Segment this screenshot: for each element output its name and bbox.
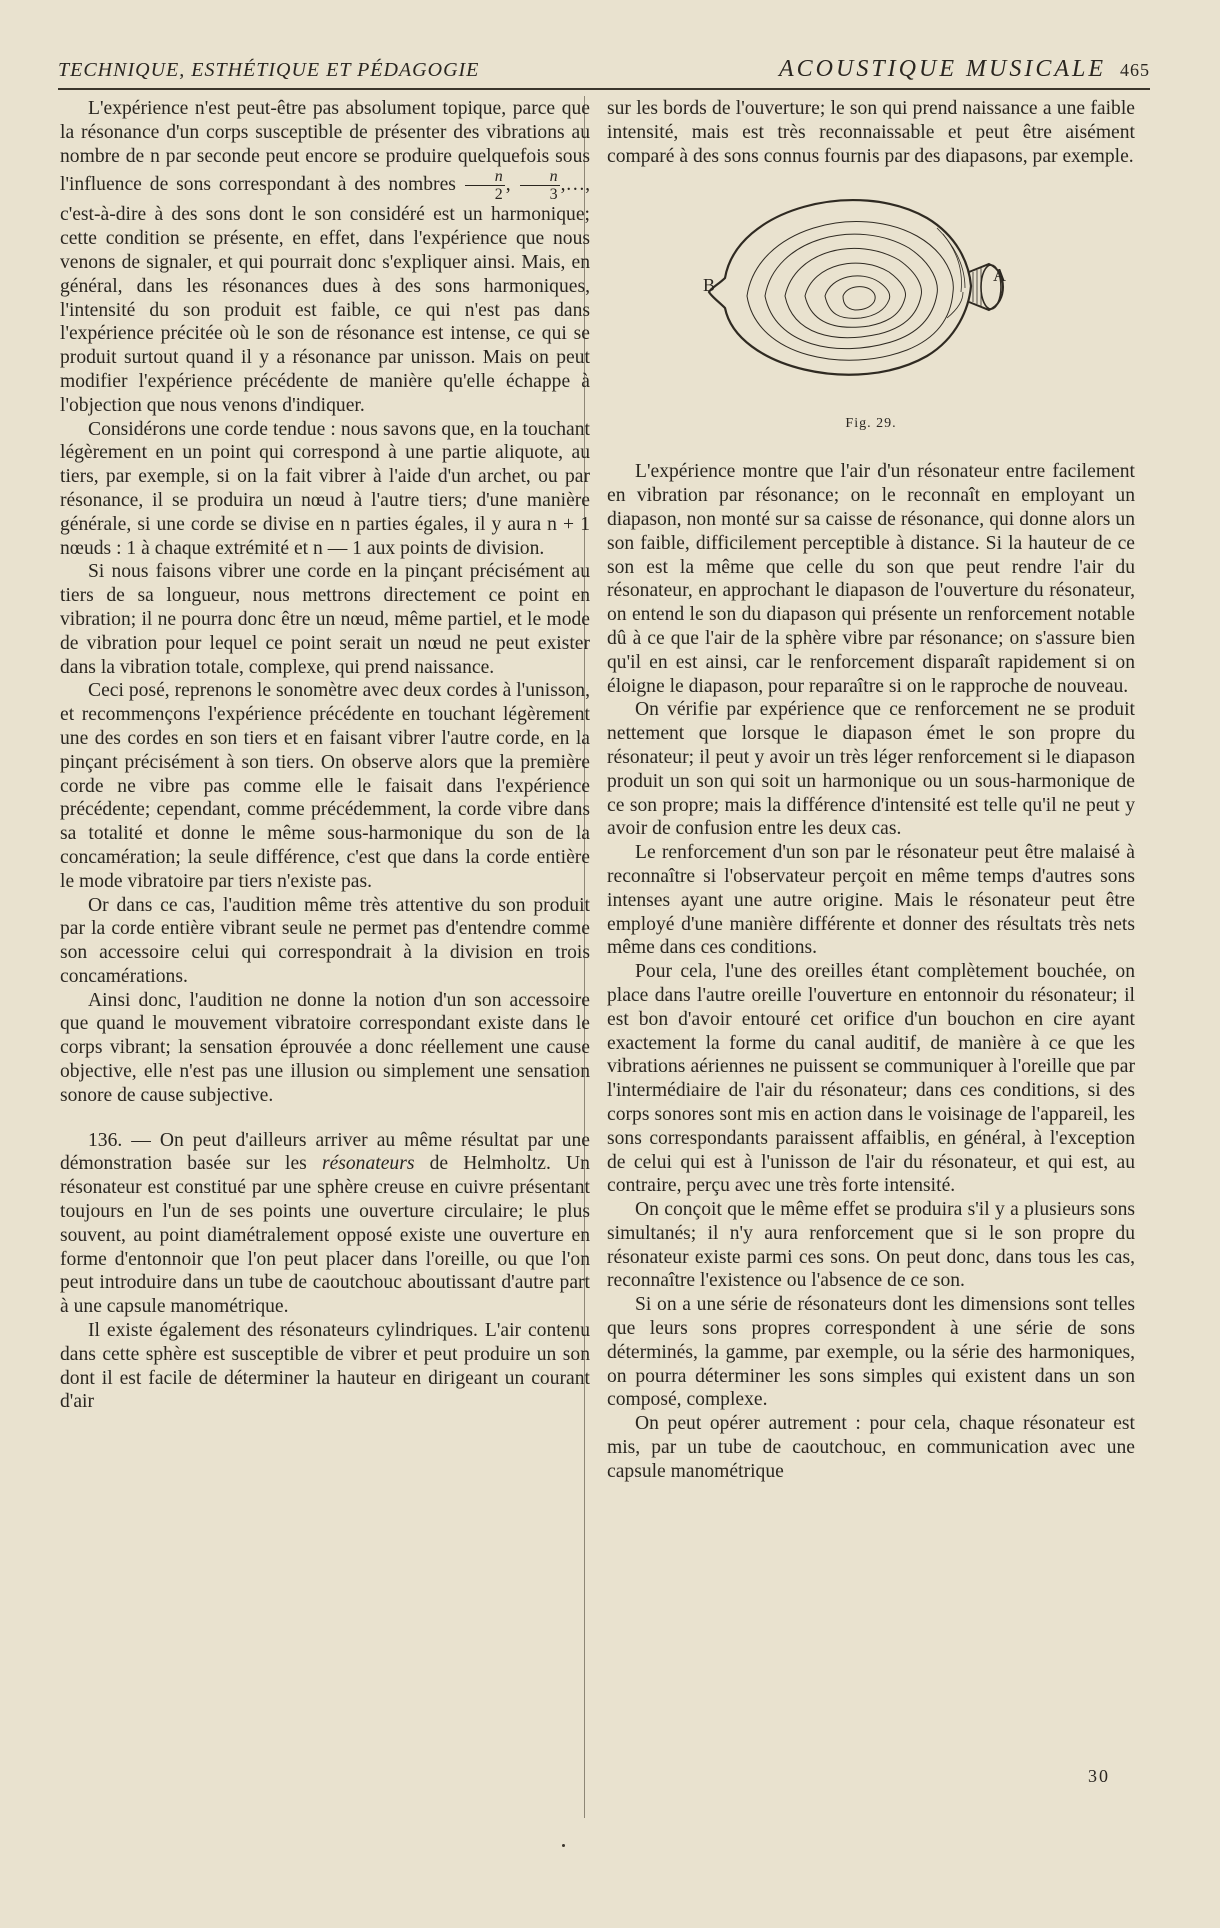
paragraph-text: L'expérience n'est peut-être pas absolument topique, parce que la résonance d'un corps susceptible de présenter des vibrations au nombre de n par seconde peut encore se produire quelquefois sous l'influence de sons correspondant à des nombres [60, 98, 590, 196]
paragraph-text: 136. — On peut d'ailleurs arriver au même résultat par une démonstration basée sur les [60, 1129, 590, 1175]
italic-term: résonateurs [321, 1153, 415, 1175]
figure-caption: Fig. 29. [845, 416, 897, 432]
fraction-denominator: 3 [520, 185, 560, 203]
figure-label-a: A [993, 265, 1006, 286]
paragraph: Pour cela, l'une des oreilles étant complètement bouchée, on place dans l'autre oreille l'ouverture en entonnoir du résonateur; il est bon d'avoir entouré cet orifice d'un bouchon en cire ayant exactement la forme du canal auditif, de manière à ce que les vibrations aériennes ne puissent se communiquer à l'oreille que par l'intermédiaire de l'air du résonateur; dans ces conditions, si des corps sonores sont mis en action dans le voisinage de l'appareil, les sons correspondants paraissent affaiblis, en général, à l'exception de celui qui est à l'unisson de l'air du résonateur, et qui est, au contraire, perçu avec une très forte intensité. [607, 961, 1135, 1197]
paragraph: Ainsi donc, l'audition ne donne la notion d'un son accessoire que quand le mouvement vibratoire correspondant existe dans le corps vibrant; la sensation éprouvée a donc réellement une cause objective, elle n'est pas une illusion ou simplement une sensation sonore de cause subjective. [60, 989, 590, 1106]
paragraph: L'expérience montre que l'air d'un résonateur entre facilement en vibration par résonance; on le reconnaît en employant un diapason, non monté sur sa caisse de résonance, qui donne alors un son faible, difficilement perceptible à distance. Si la hauteur de ce son est la même que celle du son que peut rendre l'air du résonateur, en approchant le diapason de l'ouverture du résonateur, on entend le son du diapason qui présente un renforcement notable dû à ce que l'air de la sphère vibre par résonance; on s'assure bien qu'il en est ainsi, car le renforcement disparaît rapidement si on éloigne le diapason, pour reparaître si on le rapproche de nouveau. [607, 461, 1135, 697]
right-column [607, 97, 1135, 1484]
paragraph: sur les bords de l'ouverture; le son qui prend naissance a une faible intensité, mais est très reconnaissable et peut être aisément comparé à des sons connus fournis par des diapasons, par exemple. [607, 98, 1135, 167]
paragraph-text: ,…, c'est-à-dire à des sons dont le son considéré est un harmonique; cette condition se présente, en effet, dans l'expérience que nous venons de signaler, et qui pourrait donc s'expliquer ainsi. Mais, en général, dans les résonances dues à des sons harmoniques, l'intensité du son produit est faible, ce qui n'est pas dans l'expérience précitée où le son de résonance est intense, ce qui se produit surtout quand il y a résonance par unisson. Mais on peut modifier l'expérience précédente de manière qu'elle échappe à l'objection que nous venons d'indiquer. [60, 174, 590, 416]
fraction-denominator: 2 [465, 185, 505, 203]
left-column [60, 97, 590, 1414]
paragraph: On conçoit que le même effet se produira s'il y a plusieurs sons simultanés; il n'y aura renforcement que si le son propre du résonateur existe parmi ces sons. On peut donc, dans tous les cas, reconnaître l'existence ou l'absence de ce son. [607, 1199, 1135, 1292]
fraction [465, 168, 505, 203]
page-number: 465 [1120, 60, 1150, 80]
paragraph: On vérifie par expérience que ce renforcement ne se produit nettement que lorsque le diapason émet le son propre du résonateur; il peut y avoir un très léger renforcement si le diapason produit un son qui soit un harmonique ou un sous-harmonique de ce son propre; mais la différence d'intensité est telle qu'il ne peut y avoir de confusion entre les deux cas. [607, 699, 1135, 840]
header-right [779, 56, 1150, 83]
paragraph: On peut opérer autrement : pour cela, chaque résonateur est mis, par un tube de caoutchouc, en communication avec une capsule manométrique [607, 1413, 1135, 1482]
fraction [520, 168, 560, 203]
paragraph: Considérons une corde tendue : nous savons que, en la touchant légèrement en un point qui correspond à une partie aliquote, au tiers, par exemple, si on la fait vibrer à l'aide d'un archet, ou par résonance, il se produira un nœud à l'autre tiers; d'une manière générale, si une corde se divise en n parties égales, il y aura n + 1 nœuds : 1 à chaque extrémité et n — 1 aux points de division. [60, 418, 590, 559]
header-left-title: TECHNIQUE, ESTHÉTIQUE ET PÉDAGOGIE [58, 59, 480, 81]
fraction-numerator: n [549, 168, 558, 186]
paragraph: Or dans ce cas, l'audition même très attentive du son produit par la corde entière vibrant seule ne permet pas d'entendre comme son accessoire celui qui correspondrait à la division en trois concamérations. [60, 894, 590, 987]
header-rule [58, 88, 1150, 90]
paragraph: Le renforcement d'un son par le résonateur peut être malaisé à reconnaître si l'observateur perçoit en même temps d'autres sons intenses ayant une autre origine. Mais le résonateur peut être employé d'une manière différente et donner des résultats très nets même dans ces conditions. [607, 842, 1135, 959]
header-right-title: ACOUSTIQUE MUSICALE [779, 56, 1106, 82]
ink-speck [562, 1844, 565, 1847]
paragraph: Si nous faisons vibrer une corde en la pinçant précisément au tiers de sa longueur, nous mettrons directement ce point en vibration; il ne pourra donc être un nœud, même partiel, et le mode de vibration pour lequel ce point serait un nœud ne peut exister dans la vibration totale, complexe, qui prend naissance. [60, 561, 590, 678]
paragraph: Ceci posé, reprenons le sonomètre avec deux cordes à l'unisson, et recommençons l'expérience précédente en touchant légèrement une des cordes en son tiers et en faisant vibrer l'autre corde, en la pinçant précisément à son tiers. On observe alors que la première corde ne vibre pas comme elle le faisait dans l'expérience précédente; cependant, comme précédemment, la corde vibre dans sa totalité et donne le même sous-harmonique du son de la concamération; la seule différence, c'est que dans la corde entière le mode vibratoire par tiers n'existe pas. [60, 680, 590, 892]
signature-mark: 30 [1088, 1766, 1110, 1786]
figure-label-b: B [703, 275, 716, 296]
figure-29 [607, 168, 1135, 460]
paragraph: Si on a une série de résonateurs dont les dimensions sont telles que leurs sons propres correspondent à une série de sons déterminés, la gamme, par exemple, ou la série des harmoniques, on pourra déterminer les sons simples qui existent dans un son composé, complexe. [607, 1294, 1135, 1411]
paragraph-text: de Helmholtz. Un résonateur est constitué par une sphère creuse en cuivre présentant toujours en l'un de ses points une ouverture circulaire; le plus souvent, au point diamétralement opposé existe une ouverture en forme d'entonnoir que l'on peut placer dans l'oreille, ou que l'on peut introduire dans un tube de caoutchouc aboutissant d'autre part à une capsule manométrique. [60, 1153, 590, 1318]
paragraph: Il existe également des résonateurs cylindriques. L'air contenu dans cette sphère est susceptible de vibrer et peut produire un son dont il est facile de déterminer la hauteur en dirigeant un courant d'air [60, 1320, 590, 1413]
running-header [58, 56, 1150, 86]
paragraph: L'expérience n'est peut-être pas absolument topique, parce que la résonance d'un corps susceptible de présenter des vibrations au nombre de n par seconde peut encore se produire quelquefois sous l'influence de sons correspondant à des nombres $\frac{n}{2}$ , $\frac{n}{3}$ ,…, c'est-à-dire à des sons dont le son considéré est un harmonique; cette condition se présente, en effet, dans l'expérience que nous venons de signaler, et qui pourrait donc s'expliquer ainsi. Mais, en général, dans les résonances dues à des sons harmoniques, l'intensité du son produit est faible, ce qui n'est pas dans l'expérience précitée où le son de résonance est intense, ce qui se produit surtout quand il y a résonance par unisson. Mais on peut modifier l'expérience précédente de manière qu'elle échappe à l'objection que nous venons d'indiquer. [60, 98, 590, 416]
section-paragraph [60, 1129, 590, 1319]
fraction-numerator: n [494, 168, 503, 186]
